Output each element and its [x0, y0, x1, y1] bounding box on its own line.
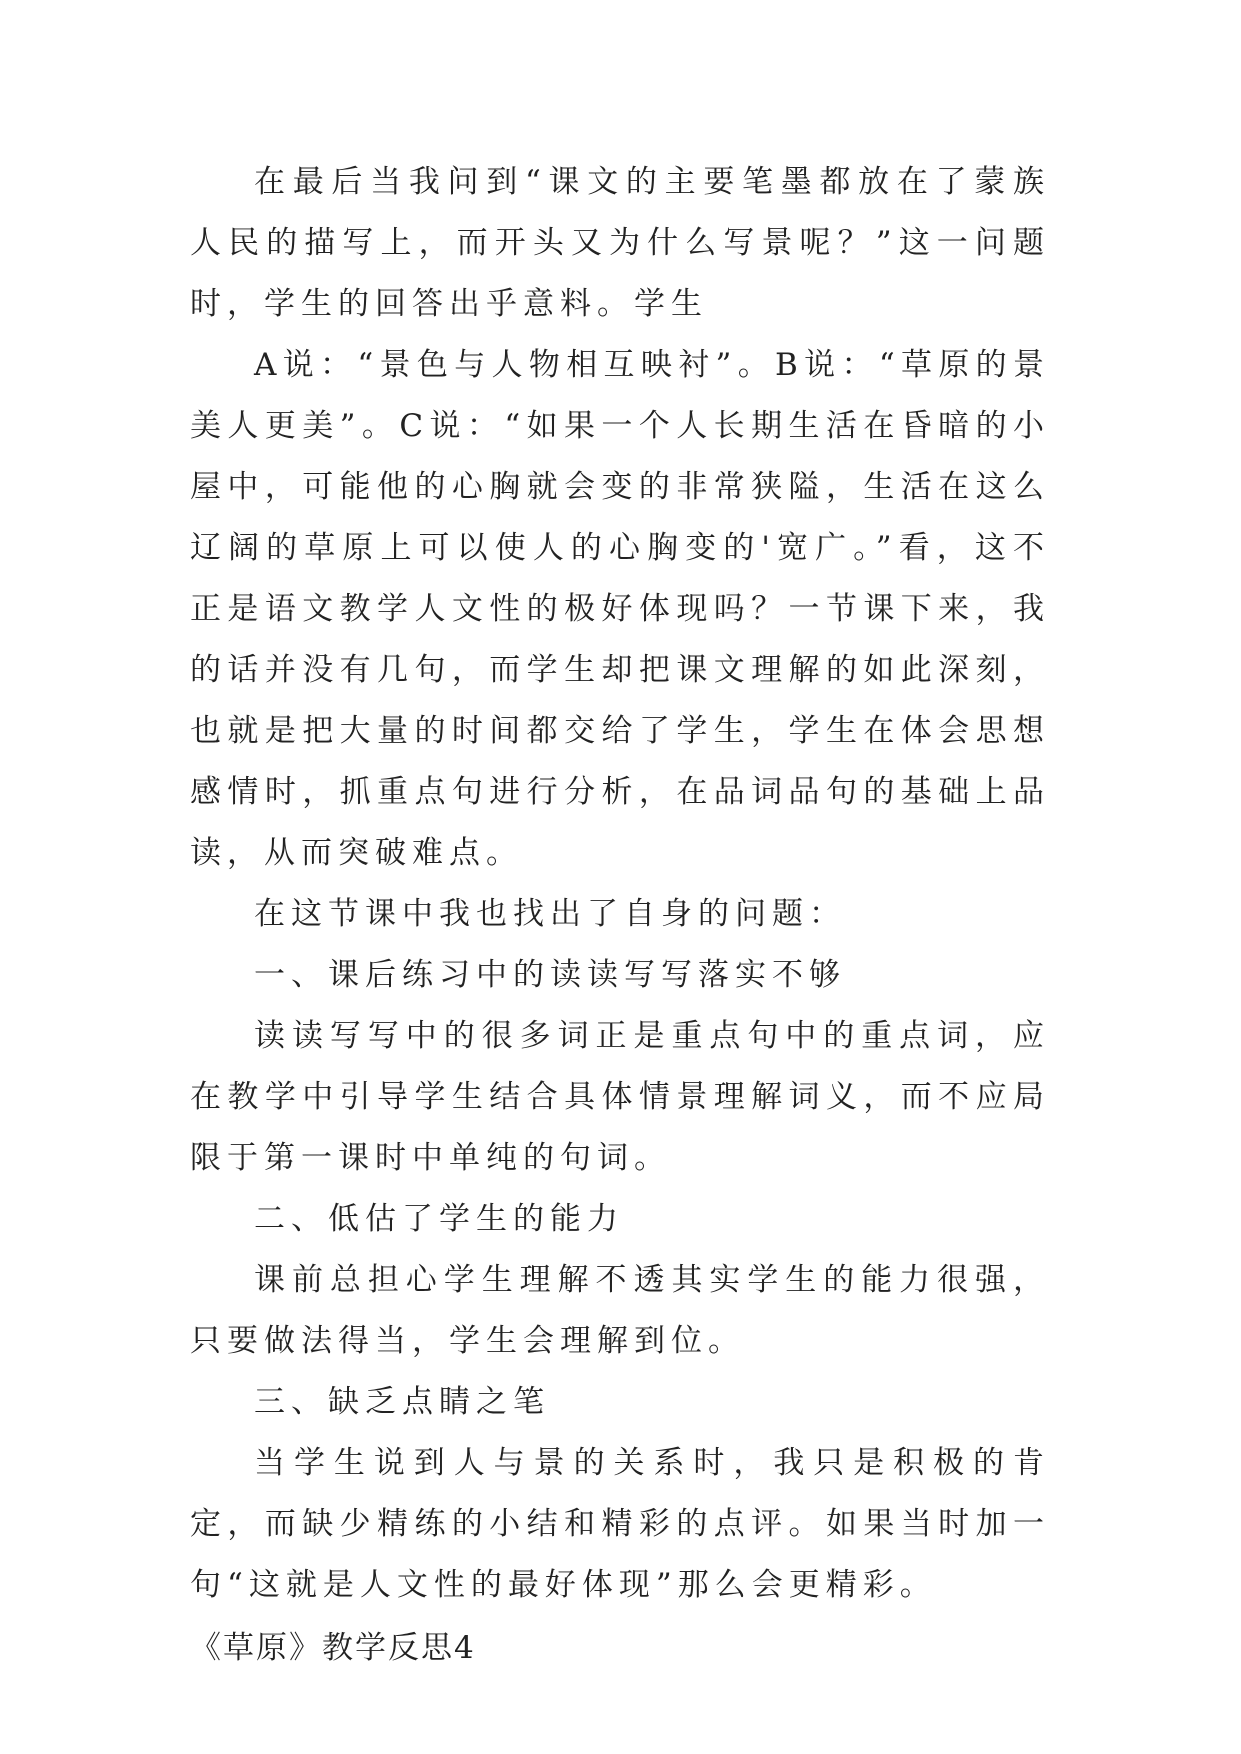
problem-paragraph-3: 当学生说到人与景的关系时，我只是积极的肯定，而缺少精练的小结和精彩的点评。如果当时加一句“这就是人文性的最好体现”那么会更精彩。 [190, 1445, 1050, 1603]
problem-heading-3: 三、缺乏点睛之笔 [254, 1384, 550, 1420]
paragraph-student-answers: A说：“景色与人物相互映衬”。B说：“草原的景美人更美”。C说：“如果一个人长期生活在昏暗的小屋中，可能他的心胸就会变的非常狭隘，生活在这么辽阔的草原上可以使人的心胸变的'宽广。”看，这不正是语文教学人文性的极好体现吗？一节课下来，我的话并没有几句，而学生却把课文理解的如此深刻，也就是把大量的时间都交给了学生，学生在体会思想感情时，抓重点句进行分析，在品词品句的基础上品读，从而突破难点。 [190, 347, 1050, 871]
document-body [190, 152, 1050, 1679]
section-title: 《草原》教学反思4 [190, 1630, 476, 1666]
problem-heading-2: 二、低估了学生的能力 [254, 1201, 624, 1237]
problem-paragraph-1: 读读写写中的很多词正是重点句中的重点词，应在教学中引导学生结合具体情景理解词义，而不应局限于第一课时中单纯的句词。 [190, 1018, 1050, 1176]
paragraph-problems-intro: 在这节课中我也找出了自身的问题： [254, 896, 846, 932]
problem-paragraph-2: 课前总担心学生理解不透其实学生的能力很强，只要做法得当，学生会理解到位。 [190, 1262, 1050, 1359]
paragraph-answer-intro: 在最后当我问到“课文的主要笔墨都放在了蒙族人民的描写上，而开头又为什么写景呢？”这一问题时，学生的回答出乎意料。学生 [190, 164, 1050, 322]
problem-heading-1: 一、课后练习中的读读写写落实不够 [254, 957, 846, 993]
